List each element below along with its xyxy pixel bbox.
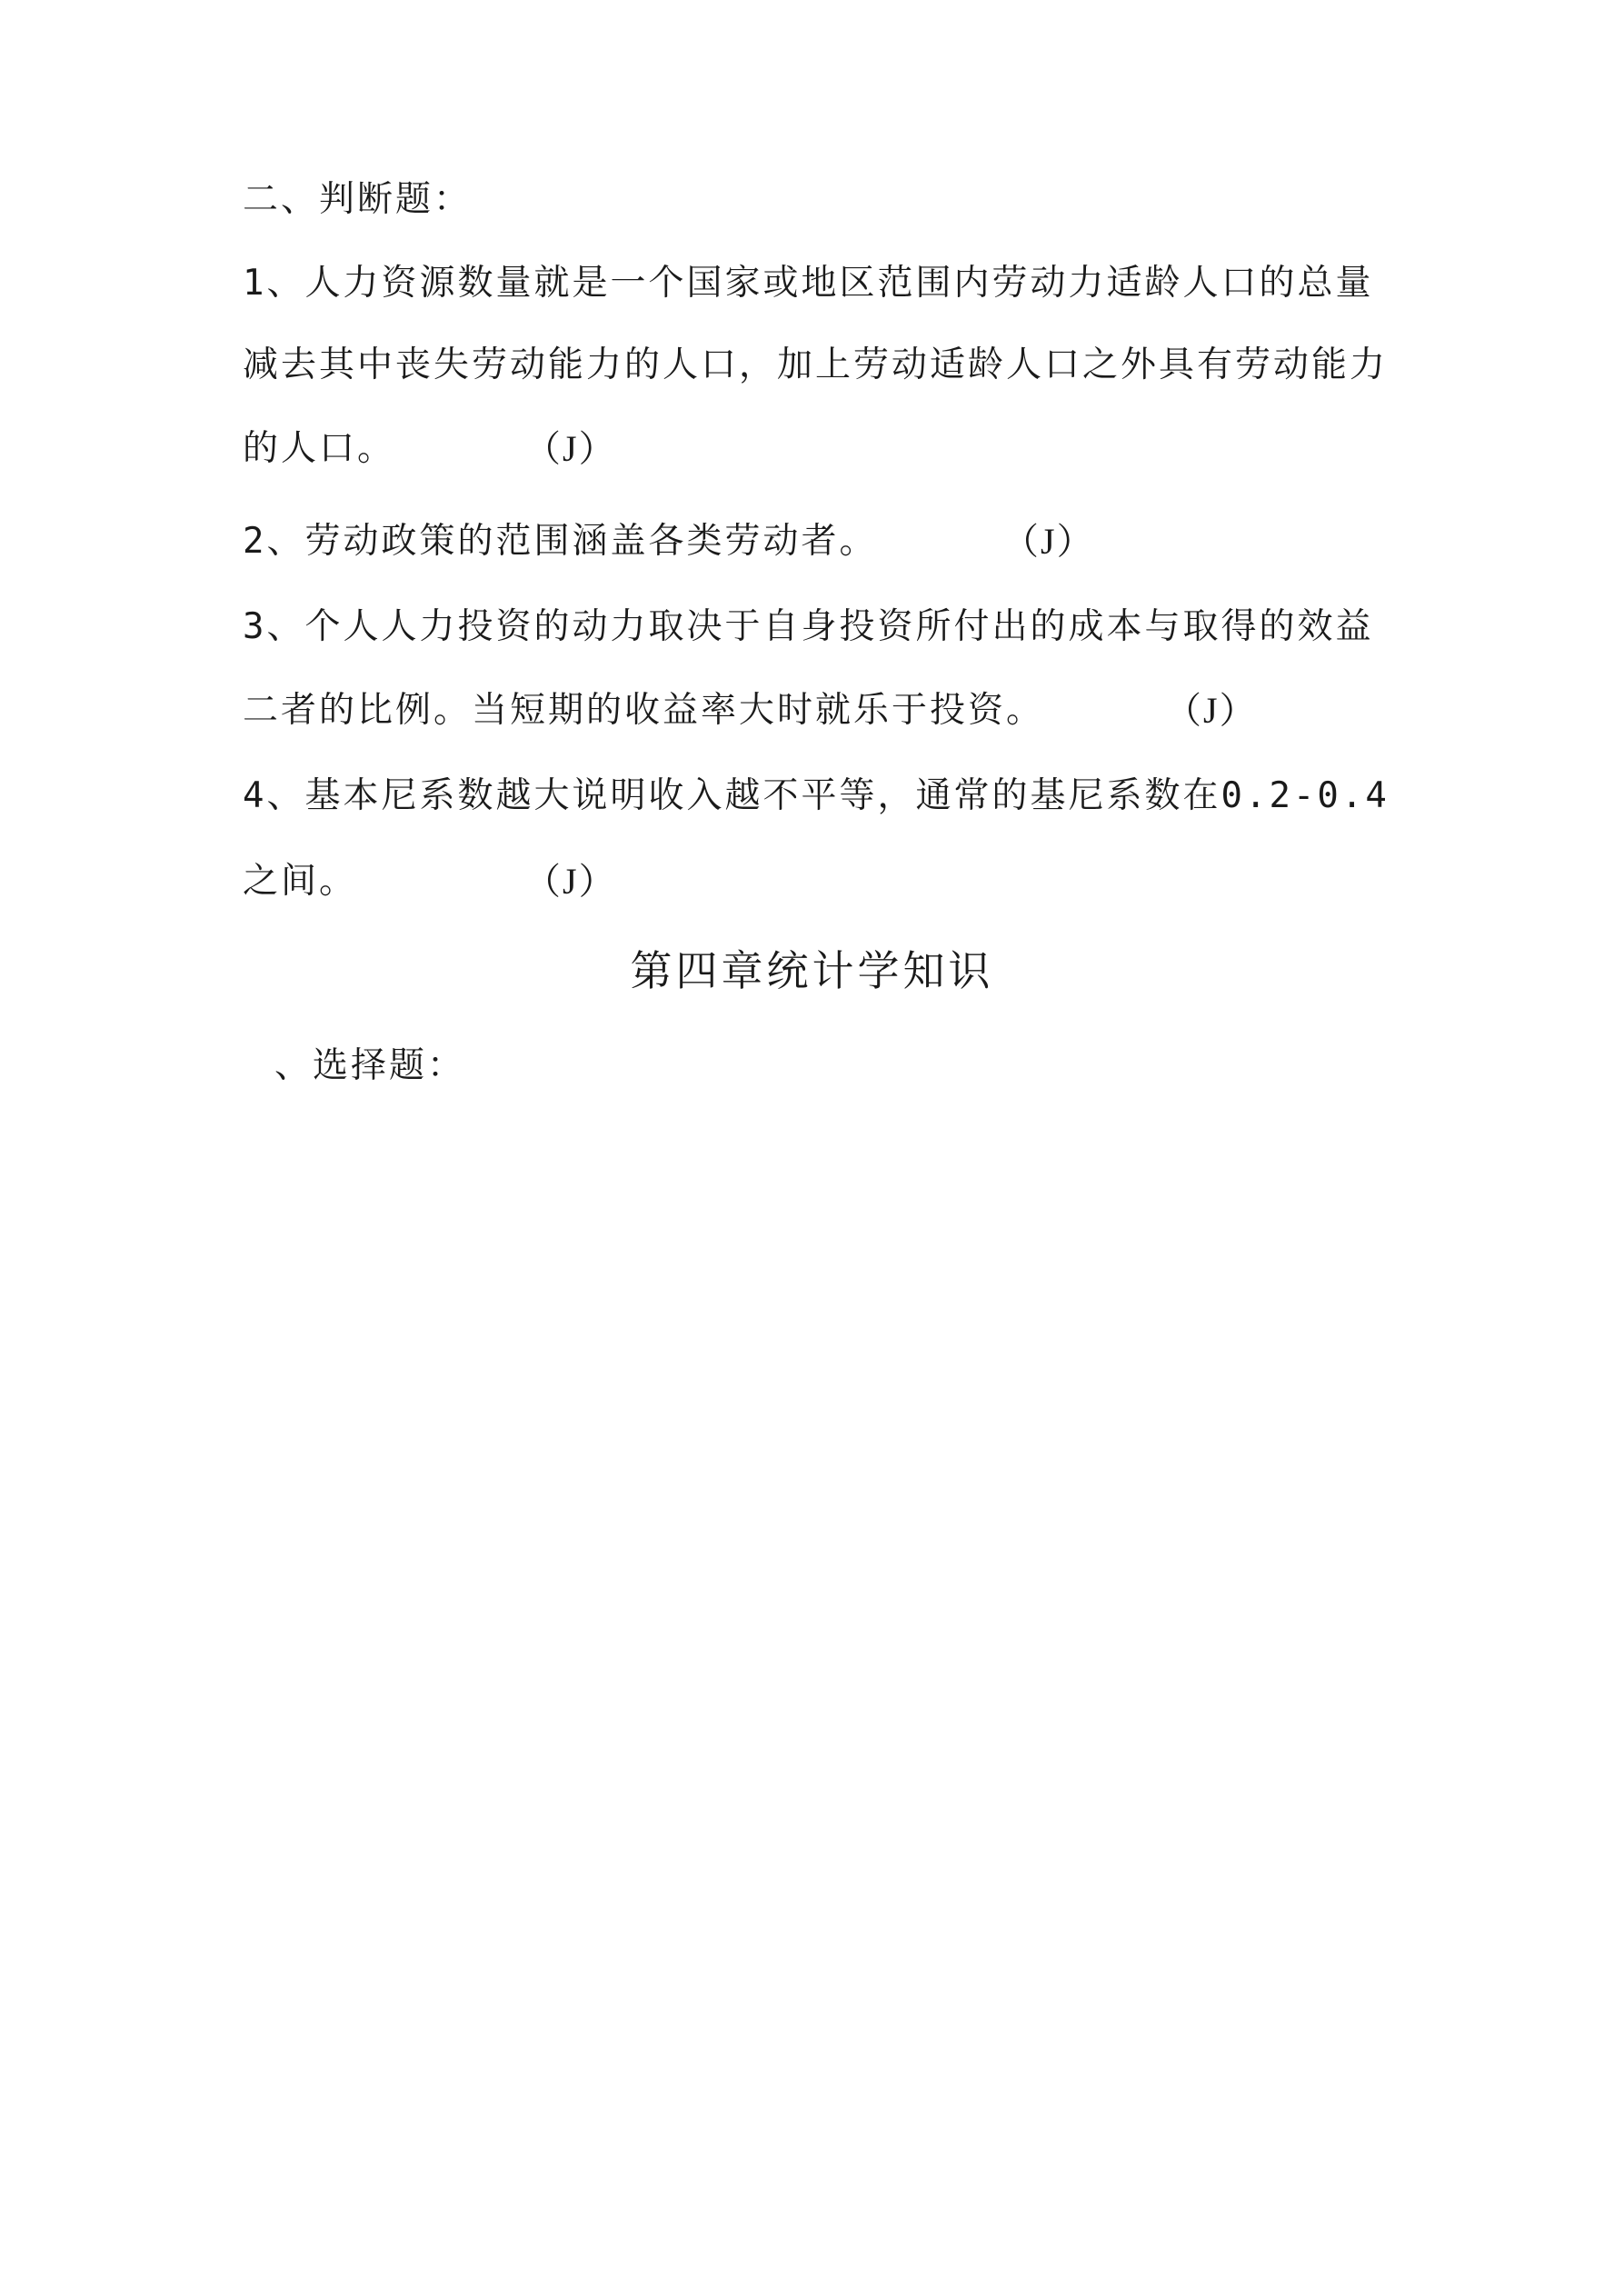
section-heading-judgement: 二、判断题： — [243, 179, 473, 220]
question-4-line-2: 之间。 — [243, 861, 358, 902]
question-1-line-1: 1、人力资源数量就是一个国家或地区范围内劳动力适龄人口的总量 — [243, 263, 1374, 304]
section-heading-choice: 、选择题： — [274, 1045, 466, 1086]
question-3-line-2: 二者的比例。当短期的收益率大时就乐于投资。 — [243, 690, 1045, 731]
question-2-line-1: 2、劳动政策的范围涵盖各类劳动者。 — [243, 521, 878, 562]
question-2-answer: （J） — [1002, 521, 1095, 562]
question-3-line-1: 3、个人人力投资的动力取决于自身投资所付出的成本与取得的效益 — [243, 606, 1374, 647]
question-3-answer: （J） — [1165, 690, 1258, 731]
question-1-line-3: 的人口。 — [243, 428, 396, 469]
question-1-answer: （J） — [524, 428, 617, 469]
chapter-title: 第四章统计学知识 — [630, 946, 994, 995]
question-1-line-2: 减去其中丧失劳动能力的人口，加上劳动适龄人口之外具有劳动能力 — [243, 344, 1389, 385]
question-4-line-1: 4、基本尼系数越大说明收入越不平等，通常的基尼系数在0.2-0.4 — [243, 775, 1390, 816]
question-4-answer: （J） — [524, 861, 617, 902]
